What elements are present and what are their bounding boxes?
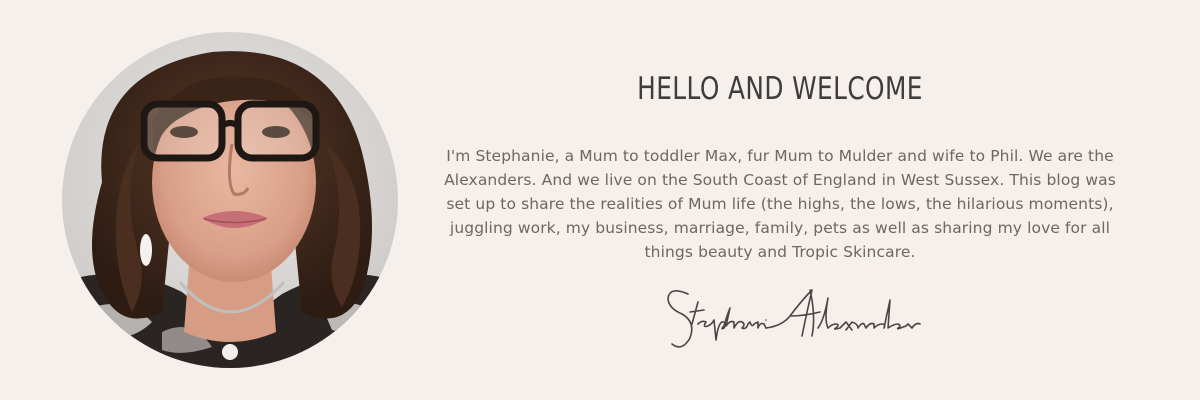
bio-paragraph: I'm Stephanie, a Mum to toddler Max, fur Mum to Mulder and wife to Phil. We are the Alexanders. And we live on the South Coast of England in West Sussex. This blog was set up to share the realities of Mum life (the highs, the lows, the hilarious moments), juggling work, my business, marriage, family, pets as well as sharing my love for all things beauty and Tropic Skincare. (444, 147, 1116, 261)
signature (662, 280, 962, 360)
welcome-content (440, 62, 1120, 264)
profile-photo (62, 32, 398, 368)
welcome-heading: HELLO AND WELCOME (637, 71, 923, 107)
